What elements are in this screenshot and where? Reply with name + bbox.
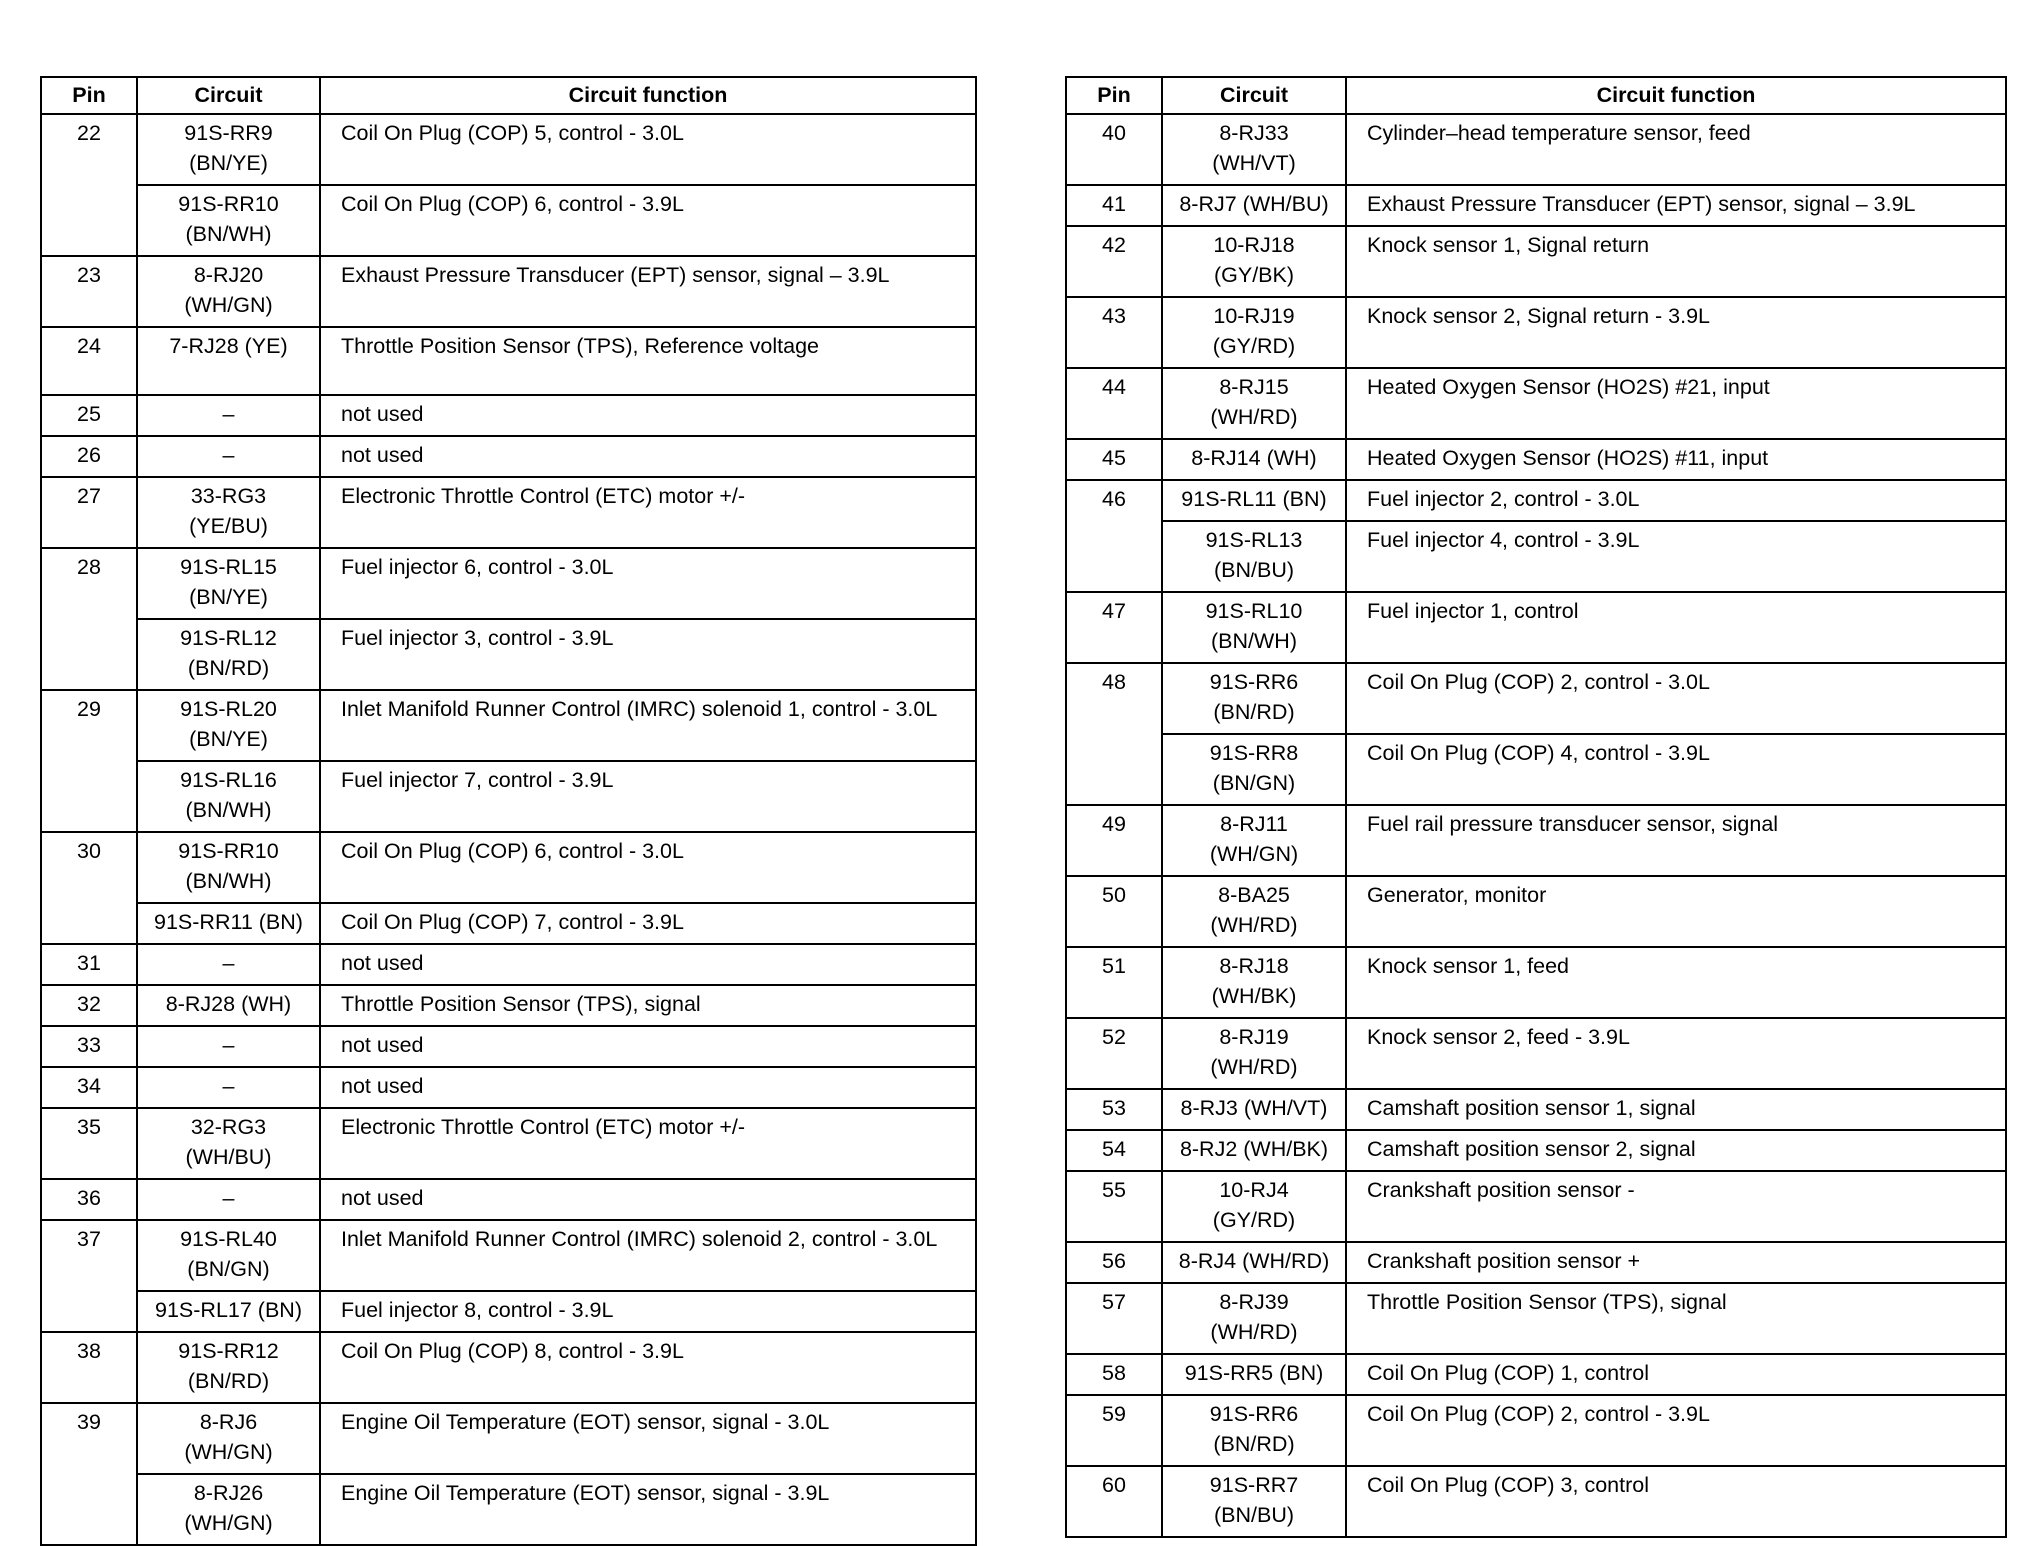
table-row [1066, 480, 2006, 521]
circuit-cell: – [137, 1067, 320, 1108]
function-cell: Knock sensor 2, feed - 3.9L [1346, 1018, 2006, 1089]
function-cell: Generator, monitor [1346, 876, 2006, 947]
circuit-cell: 91S-RL12 (BN/RD) [137, 619, 320, 690]
table-row [1066, 521, 2006, 592]
circuit-cell: 91S-RR7 (BN/BU) [1162, 1466, 1346, 1537]
circuit-cell: 91S-RR8 (BN/GN) [1162, 734, 1346, 805]
pin-cell: 43 [1066, 297, 1162, 368]
function-cell: Coil On Plug (COP) 8, control - 3.9L [320, 1332, 976, 1403]
function-cell: Coil On Plug (COP) 6, control - 3.0L [320, 832, 976, 903]
circuit-cell: 91S-RR9 (BN/YE) [137, 114, 320, 185]
pin-cell: 47 [1066, 592, 1162, 663]
function-cell: Knock sensor 2, Signal return - 3.9L [1346, 297, 2006, 368]
circuit-cell: 91S-RL10 (BN/WH) [1162, 592, 1346, 663]
function-cell: Camshaft position sensor 2, signal [1346, 1130, 2006, 1171]
table-row [1066, 1466, 2006, 1537]
pin-cell: 42 [1066, 226, 1162, 297]
table-row [41, 1067, 976, 1108]
function-header: Circuit function [1346, 77, 2006, 114]
table-row [1066, 734, 2006, 805]
function-cell: Fuel injector 3, control - 3.9L [320, 619, 976, 690]
table-row [1066, 592, 2006, 663]
pin-cell: 49 [1066, 805, 1162, 876]
table-row [1066, 663, 2006, 734]
function-cell: Electronic Throttle Control (ETC) motor +/- [320, 1108, 976, 1179]
table-row [41, 1332, 976, 1403]
circuit-cell: 7-RJ28 (YE) [137, 327, 320, 395]
pin-cell: 56 [1066, 1242, 1162, 1283]
function-cell: Exhaust Pressure Transducer (EPT) sensor, signal – 3.9L [320, 256, 976, 327]
circuit-cell: 91S-RL13 (BN/BU) [1162, 521, 1346, 592]
circuit-cell: 8-RJ28 (WH) [137, 985, 320, 1026]
table-row [1066, 876, 2006, 947]
pin-cell: 25 [41, 395, 137, 436]
table-row [41, 1179, 976, 1220]
table-row [41, 114, 976, 185]
function-cell: Electronic Throttle Control (ETC) motor +/- [320, 477, 976, 548]
table-row [41, 256, 976, 327]
function-cell: Crankshaft position sensor + [1346, 1242, 2006, 1283]
pin-cell: 58 [1066, 1354, 1162, 1395]
table-row [41, 1026, 976, 1067]
circuit-cell: 91S-RL15 (BN/YE) [137, 548, 320, 619]
table-row [41, 477, 976, 548]
function-cell: Engine Oil Temperature (EOT) sensor, signal - 3.9L [320, 1474, 976, 1545]
pin-cell: 35 [41, 1108, 137, 1179]
pin-cell: 24 [41, 327, 137, 395]
table-row [1066, 1395, 2006, 1466]
table-row [1066, 114, 2006, 185]
table-row [41, 832, 976, 903]
pin-cell: 36 [41, 1179, 137, 1220]
function-cell: Engine Oil Temperature (EOT) sensor, signal - 3.0L [320, 1403, 976, 1474]
circuit-cell: 8-RJ11 (WH/GN) [1162, 805, 1346, 876]
circuit-cell: 91S-RL17 (BN) [137, 1291, 320, 1332]
function-cell: Cylinder–head temperature sensor, feed [1346, 114, 2006, 185]
circuit-cell: 8-RJ3 (WH/VT) [1162, 1089, 1346, 1130]
table-row [41, 619, 976, 690]
circuit-cell: – [137, 395, 320, 436]
pin-cell: 28 [41, 548, 137, 690]
circuit-cell: 8-RJ14 (WH) [1162, 439, 1346, 480]
pin-cell: 30 [41, 832, 137, 944]
pin-table-left [40, 76, 977, 1546]
function-cell: not used [320, 1179, 976, 1220]
function-cell: not used [320, 436, 976, 477]
circuit-cell: 91S-RR10 (BN/WH) [137, 185, 320, 256]
function-cell: Fuel injector 2, control - 3.0L [1346, 480, 2006, 521]
pin-cell: 31 [41, 944, 137, 985]
table-row [1066, 185, 2006, 226]
table-row [41, 761, 976, 832]
circuit-cell: 91S-RR11 (BN) [137, 903, 320, 944]
table-row [1066, 1171, 2006, 1242]
function-cell: Coil On Plug (COP) 4, control - 3.9L [1346, 734, 2006, 805]
table-row [41, 1291, 976, 1332]
function-cell: Coil On Plug (COP) 6, control - 3.9L [320, 185, 976, 256]
function-cell: Heated Oxygen Sensor (HO2S) #21, input [1346, 368, 2006, 439]
circuit-cell: 91S-RL20 (BN/YE) [137, 690, 320, 761]
table-row [41, 1108, 976, 1179]
function-cell: Throttle Position Sensor (TPS), signal [1346, 1283, 2006, 1354]
table-row [1066, 1354, 2006, 1395]
pin-cell: 57 [1066, 1283, 1162, 1354]
table-row [1066, 947, 2006, 1018]
function-cell: Fuel injector 1, control [1346, 592, 2006, 663]
circuit-cell: 8-BA25 (WH/RD) [1162, 876, 1346, 947]
function-cell: Fuel injector 4, control - 3.9L [1346, 521, 2006, 592]
function-cell: Inlet Manifold Runner Control (IMRC) solenoid 2, control - 3.0L [320, 1220, 976, 1291]
circuit-cell: – [137, 944, 320, 985]
pin-cell: 52 [1066, 1018, 1162, 1089]
function-cell: not used [320, 395, 976, 436]
function-cell: Coil On Plug (COP) 1, control [1346, 1354, 2006, 1395]
pin-cell: 44 [1066, 368, 1162, 439]
pin-cell: 32 [41, 985, 137, 1026]
table-row [1066, 226, 2006, 297]
pin-cell: 50 [1066, 876, 1162, 947]
function-cell: Knock sensor 1, Signal return [1346, 226, 2006, 297]
function-cell: Inlet Manifold Runner Control (IMRC) solenoid 1, control - 3.0L [320, 690, 976, 761]
function-cell: Coil On Plug (COP) 5, control - 3.0L [320, 114, 976, 185]
pin-cell: 22 [41, 114, 137, 256]
circuit-cell: 8-RJ20 (WH/GN) [137, 256, 320, 327]
function-cell: Fuel injector 7, control - 3.9L [320, 761, 976, 832]
pin-cell: 23 [41, 256, 137, 327]
circuit-cell: – [137, 1026, 320, 1067]
circuit-cell: 91S-RR5 (BN) [1162, 1354, 1346, 1395]
table-row [1066, 805, 2006, 876]
circuit-cell: 91S-RL16 (BN/WH) [137, 761, 320, 832]
pin-cell: 34 [41, 1067, 137, 1108]
function-cell: Heated Oxygen Sensor (HO2S) #11, input [1346, 439, 2006, 480]
circuit-cell: 8-RJ15 (WH/RD) [1162, 368, 1346, 439]
circuit-cell: 8-RJ4 (WH/RD) [1162, 1242, 1346, 1283]
pin-cell: 39 [41, 1403, 137, 1545]
pin-header: Pin [41, 77, 137, 114]
table-row [1066, 439, 2006, 480]
pin-cell: 40 [1066, 114, 1162, 185]
pin-cell: 55 [1066, 1171, 1162, 1242]
circuit-cell: 32-RG3 (WH/BU) [137, 1108, 320, 1179]
circuit-cell: 8-RJ7 (WH/BU) [1162, 185, 1346, 226]
table-row [41, 1403, 976, 1474]
function-cell: not used [320, 944, 976, 985]
circuit-header: Circuit [137, 77, 320, 114]
table-row [41, 1474, 976, 1545]
table-row [1066, 1018, 2006, 1089]
circuit-cell: 8-RJ6 (WH/GN) [137, 1403, 320, 1474]
table-row [41, 985, 976, 1026]
pin-cell: 60 [1066, 1466, 1162, 1537]
table-row [41, 690, 976, 761]
circuit-cell: 91S-RR6 (BN/RD) [1162, 663, 1346, 734]
table-row [1066, 368, 2006, 439]
circuit-cell: – [137, 436, 320, 477]
table-row [41, 548, 976, 619]
function-cell: Fuel injector 6, control - 3.0L [320, 548, 976, 619]
function-cell: Exhaust Pressure Transducer (EPT) sensor, signal – 3.9L [1346, 185, 2006, 226]
function-cell: not used [320, 1067, 976, 1108]
table-row [41, 395, 976, 436]
function-cell: Throttle Position Sensor (TPS), signal [320, 985, 976, 1026]
table-row [41, 903, 976, 944]
pin-cell: 33 [41, 1026, 137, 1067]
function-cell: Knock sensor 1, feed [1346, 947, 2006, 1018]
circuit-cell: 8-RJ2 (WH/BK) [1162, 1130, 1346, 1171]
pin-cell: 48 [1066, 663, 1162, 805]
pin-header: Pin [1066, 77, 1162, 114]
pin-cell: 53 [1066, 1089, 1162, 1130]
table-row [1066, 1283, 2006, 1354]
table-row [1066, 1242, 2006, 1283]
pin-table-right [1065, 76, 2007, 1538]
circuit-cell: 91S-RL40 (BN/GN) [137, 1220, 320, 1291]
circuit-cell: 91S-RR12 (BN/RD) [137, 1332, 320, 1403]
pin-cell: 46 [1066, 480, 1162, 592]
function-cell: not used [320, 1026, 976, 1067]
circuit-header: Circuit [1162, 77, 1346, 114]
function-header: Circuit function [320, 77, 976, 114]
pin-cell: 27 [41, 477, 137, 548]
table-row [41, 1220, 976, 1291]
header-row [1066, 77, 2006, 114]
pin-cell: 37 [41, 1220, 137, 1332]
circuit-cell: 33-RG3 (YE/BU) [137, 477, 320, 548]
pin-cell: 41 [1066, 185, 1162, 226]
circuit-cell: 8-RJ33 (WH/VT) [1162, 114, 1346, 185]
table-row [1066, 297, 2006, 368]
pin-cell: 54 [1066, 1130, 1162, 1171]
table-row [1066, 1130, 2006, 1171]
circuit-cell: 10-RJ18 (GY/BK) [1162, 226, 1346, 297]
circuit-cell: 8-RJ39 (WH/RD) [1162, 1283, 1346, 1354]
table-row [41, 944, 976, 985]
function-cell: Coil On Plug (COP) 3, control [1346, 1466, 2006, 1537]
circuit-cell: 91S-RR6 (BN/RD) [1162, 1395, 1346, 1466]
function-cell: Crankshaft position sensor - [1346, 1171, 2006, 1242]
circuit-cell: 10-RJ19 (GY/RD) [1162, 297, 1346, 368]
table-row [1066, 1089, 2006, 1130]
function-cell: Coil On Plug (COP) 2, control - 3.9L [1346, 1395, 2006, 1466]
function-cell: Fuel rail pressure transducer sensor, signal [1346, 805, 2006, 876]
pin-cell: 29 [41, 690, 137, 832]
circuit-cell: 8-RJ26 (WH/GN) [137, 1474, 320, 1545]
circuit-cell: 8-RJ18 (WH/BK) [1162, 947, 1346, 1018]
circuit-cell: 91S-RL11 (BN) [1162, 480, 1346, 521]
circuit-cell: 8-RJ19 (WH/RD) [1162, 1018, 1346, 1089]
table-row [41, 327, 976, 395]
header-row [41, 77, 976, 114]
function-cell: Fuel injector 8, control - 3.9L [320, 1291, 976, 1332]
function-cell: Coil On Plug (COP) 7, control - 3.9L [320, 903, 976, 944]
pin-cell: 59 [1066, 1395, 1162, 1466]
table-row [41, 436, 976, 477]
function-cell: Coil On Plug (COP) 2, control - 3.0L [1346, 663, 2006, 734]
table-row [41, 185, 976, 256]
circuit-cell: 10-RJ4 (GY/RD) [1162, 1171, 1346, 1242]
function-cell: Camshaft position sensor 1, signal [1346, 1089, 2006, 1130]
pin-cell: 26 [41, 436, 137, 477]
circuit-cell: – [137, 1179, 320, 1220]
function-cell: Throttle Position Sensor (TPS), Reference voltage [320, 327, 976, 395]
pin-cell: 45 [1066, 439, 1162, 480]
pin-cell: 38 [41, 1332, 137, 1403]
pin-cell: 51 [1066, 947, 1162, 1018]
circuit-cell: 91S-RR10 (BN/WH) [137, 832, 320, 903]
